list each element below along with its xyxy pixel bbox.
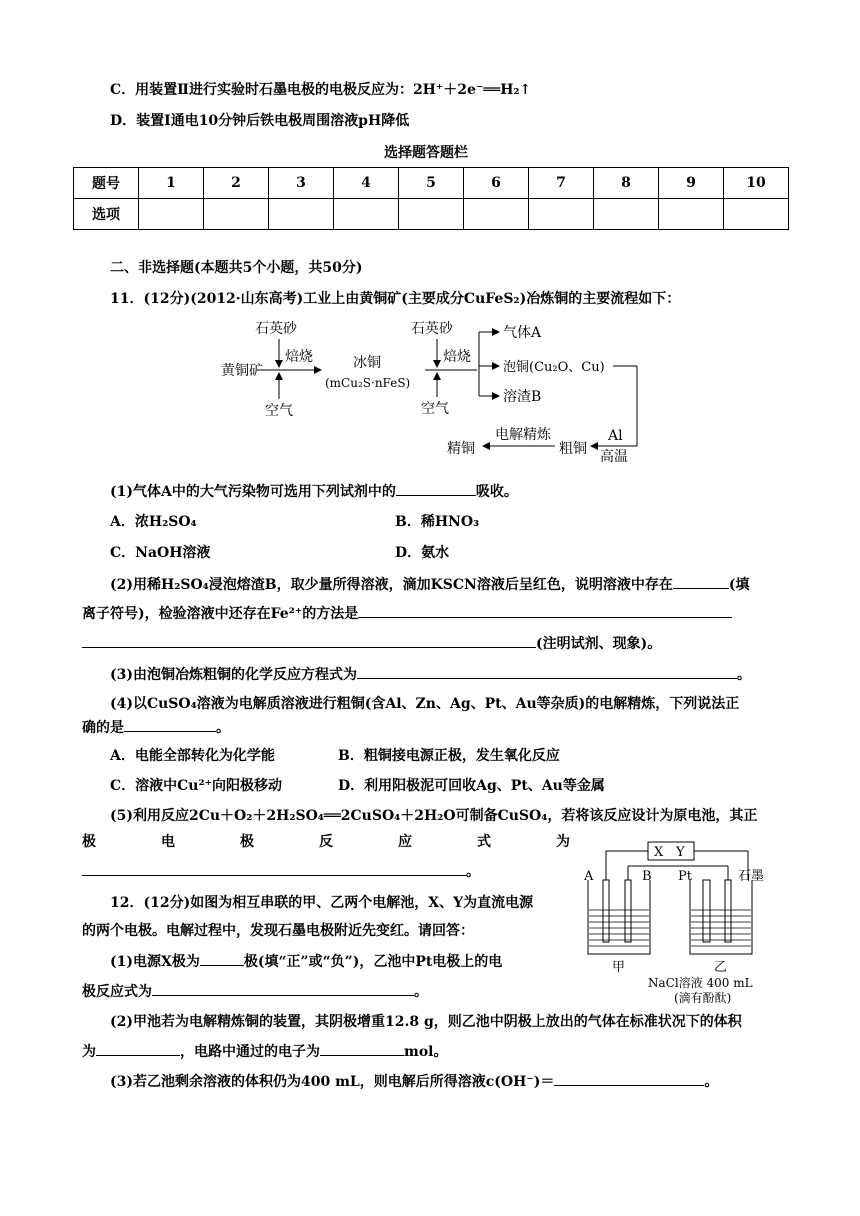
answer-cell[interactable] [724, 199, 789, 230]
fig-yi: 乙 [714, 960, 728, 975]
q11-opt-b: B．稀HNO₃ [395, 514, 480, 530]
table-cell-number: 3 [269, 168, 334, 199]
answer-cell[interactable] [334, 199, 399, 230]
flow-quartz-1: 石英砂 [255, 321, 297, 337]
table-header-number: 题号 [74, 168, 139, 199]
q11-opt-a: A．浓H₂SO₄ [110, 514, 197, 530]
fig-solution: NaCl溶液 400 mL [648, 976, 753, 990]
q11-part2-line2: 离子符号)，检验溶液中还存在Fe²⁺的方法是 [82, 603, 732, 624]
flow-high-temp: 高温 [600, 449, 628, 465]
q12-part2-line1: (2)甲池若为电解精炼铜的装置，其阴极增重12.8 g，则乙池中阴极上放出的气体在标准状况下的体积 [110, 1014, 742, 1030]
fig-graphite: 石墨 [738, 869, 765, 884]
q12-part1-line1: (1)电源X极为 极(填“正”或“负”)，乙池中Pt电极上的电 [110, 951, 502, 972]
q11-part5-line1: (5)利用反应2Cu＋O₂＋2H₂SO₄══2CuSO₄＋2H₂O可制备CuSO₄，若将该反应设计为原电池，其正 [110, 808, 758, 824]
q12-stem-line1: 12．(12分)如图为相互串联的甲、乙两个电解池，X、Y为直流电源 [110, 895, 534, 911]
flow-refine: 电解精炼 [495, 427, 551, 443]
q11-part2-line3: (注明试剂、现象)。 [82, 633, 661, 654]
flow-roast-1: 焙烧 [285, 349, 313, 365]
table-cell-number: 4 [334, 168, 399, 199]
table-cell-number: 1 [139, 168, 204, 199]
answer-table-caption: 选择题答题栏 [384, 145, 468, 161]
answer-cell[interactable] [204, 199, 269, 230]
q11-part5-line2: 极 电 极 反 应 式 为 [82, 834, 570, 850]
q11-part4-line1: (4)以CuSO₄溶液为电解质溶液进行粗铜(含Al、Zn、Ag、Pt、Au等杂质)的电解精炼，下列说法正 [110, 696, 740, 712]
table-cell-number: 9 [659, 168, 724, 199]
flow-crude-cu: 粗铜 [559, 441, 587, 457]
flow-ore: 黄铜矿 [221, 363, 263, 379]
answer-blank[interactable] [152, 981, 414, 996]
flow-air-2: 空气 [421, 401, 449, 417]
table-cell-number: 2 [204, 168, 269, 199]
q11-part1: (1)气体A中的大气污染物可选用下列试剂中的 吸收。 [110, 481, 518, 502]
flow-quartz-2: 石英砂 [411, 321, 453, 337]
fig-a: A [584, 869, 594, 884]
smelting-flow-diagram [215, 315, 655, 470]
electrolysis-cells-figure [578, 836, 782, 1006]
q12-stem-line2: 的两个电极。电解过程中，发现石墨电极附近先变红。请回答： [82, 923, 474, 939]
q11-part4-line2: 确的是 。 [82, 717, 230, 738]
table-cell-number: 8 [594, 168, 659, 199]
q10-option-c: C．用装置Ⅱ进行实验时石墨电极的电极反应为：2H⁺＋2e⁻══H₂↑ [110, 82, 532, 98]
flow-gas-a: 气体A [503, 325, 542, 341]
answer-cell[interactable] [399, 199, 464, 230]
table-cell-number: 5 [399, 168, 464, 199]
flow-matte: 冰铜 [353, 355, 381, 371]
answer-blank[interactable] [673, 574, 729, 589]
q10-option-d: D．装置Ⅰ通电10分钟后铁电极周围溶液pH降低 [110, 113, 410, 129]
answer-blank[interactable] [396, 481, 476, 496]
q12-part3: (3)若乙池剩余溶液的体积仍为400 mL，则电解后所得溶液c(OH⁻)＝ 。 [110, 1071, 718, 1092]
flow-roast-2: 焙烧 [443, 349, 471, 365]
flow-al: Al [608, 428, 623, 444]
answer-blank[interactable] [320, 1041, 404, 1056]
answer-blank[interactable] [124, 717, 216, 732]
answer-cell[interactable] [529, 199, 594, 230]
answer-cell[interactable] [269, 199, 334, 230]
answer-cell[interactable] [594, 199, 659, 230]
answer-blank[interactable] [554, 1071, 704, 1086]
q11-opt-d: D．氨水 [395, 545, 450, 561]
q11-p4-opt-a: A．电能全部转化为化学能 [110, 748, 275, 764]
table-cell-number: 6 [464, 168, 529, 199]
q11-stem: 11．(12分)(2012·山东高考)工业上由黄铜矿(主要成分CuFeS₂)冶炼铜的主要流程如下： [110, 291, 681, 307]
table-cell-number: 7 [529, 168, 594, 199]
answer-blank[interactable] [200, 951, 244, 966]
fig-x: X [654, 845, 664, 860]
fig-y: Y [676, 845, 685, 860]
fig-b: B [642, 869, 652, 884]
answer-blank[interactable] [96, 1041, 180, 1056]
q11-p4-opt-b: B．粗铜接电源正极，发生氧化反应 [338, 748, 560, 764]
q11-p4-opt-d: D．利用阳极泥可回收Ag、Pt、Au等金属 [338, 778, 605, 794]
flow-matte-formula: (mCu₂S·nFeS) [325, 376, 411, 390]
answer-cell[interactable] [464, 199, 529, 230]
flow-fine-cu: 精铜 [447, 441, 475, 457]
answer-blank[interactable] [82, 861, 466, 876]
flow-air-1: 空气 [265, 403, 293, 419]
flow-slag-b: 溶渣B [503, 389, 542, 405]
q11-part3: (3)由泡铜冶炼粗铜的化学反应方程式为 。 [110, 664, 751, 685]
section-title: 二、非选择题(本题共5个小题，共50分) [110, 260, 363, 276]
answer-blank[interactable] [82, 633, 536, 648]
q11-part5-line3: 。 [82, 861, 480, 882]
table-cell-number: 10 [724, 168, 789, 199]
flow-blister: 泡铜(Cu₂O、Cu) [503, 360, 605, 375]
q11-p4-opt-c: C．溶液中Cu²⁺向阳极移动 [110, 778, 282, 794]
q12-part1-line2: 极反应式为 。 [82, 981, 428, 1002]
answer-blank[interactable] [357, 664, 737, 679]
q11-opt-c: C．NaOH溶液 [110, 545, 211, 561]
q11-part2-line1: (2)用稀H₂SO₄浸泡熔渣B，取少量所得溶液，滴加KSCN溶液后呈红色，说明溶液中存在 (填 [110, 574, 749, 595]
fig-note: (滴有酚酞) [674, 991, 732, 1005]
fig-jia: 甲 [612, 960, 626, 975]
answer-table [73, 167, 789, 230]
q12-part2-line2: 为 ，电路中通过的电子为 mol。 [82, 1041, 447, 1062]
answer-cell[interactable] [139, 199, 204, 230]
answer-blank[interactable] [358, 603, 732, 618]
table-header-option: 选项 [74, 199, 139, 230]
answer-cell[interactable] [659, 199, 724, 230]
fig-pt: Pt [678, 869, 692, 884]
